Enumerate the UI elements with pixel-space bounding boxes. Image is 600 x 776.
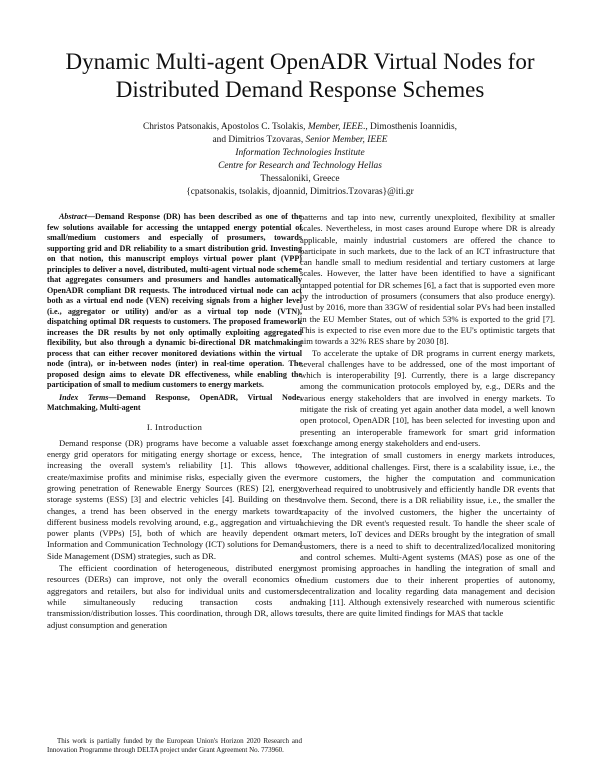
author-emails: {cpatsonakis, tsolakis, djoannid, Dimitrios.Tzovaras}@iti.gr [186, 187, 414, 197]
author-line-1 [60, 121, 540, 134]
paper-title: Dynamic Multi-agent OpenADR Virtual Nodes for Distributed Demand Response Schemes [65, 49, 535, 102]
right-column [300, 212, 555, 620]
author-names-1b: ., Dimosthenis Ioannidis, [363, 122, 458, 132]
intro-paragraph-4: The integration of small customers in energy markets introduces, however, additional challenges. First, there is a scalability issue, i.e., the more customers, the higher the computation and communication overhead required to unobtrusively and efficiently handle DR events that involve them. Second, there is a DR reliability issue, i.e., the smaller the capacity of the involved customers, the higher the uncertainty of achieving the DR event's requested result. To handle the sheer scale of smart meters, IoT devices and DERs brought by the integration of small customers, there is a need to shift to decentralized/localized monitoring and control schemes. Multi-Agent systems (MAS) pose as one of the most promising approaches in handling the integration of small and medium customers due to their inherent properties of autonomy, decentralization and locality regarding data management and decision making [11]. Although extensively researched with numerous scientific results, there are quite limited findings for MAS that tackle [300, 450, 555, 619]
affiliation-centre: Centre for Research and Technology Hellas [218, 161, 382, 171]
index-terms [47, 393, 302, 414]
section-heading-introduction: I. Introduction [146, 421, 203, 432]
intro-paragraph-3: To accelerate the uptake of DR programs in current energy markets, several challenges have to be addressed, one of the most important of which is interoperability [9]. Currently, there is a large discrepancy among the communication protocols employed by, e.g., DERs and the various energy stakeholders that are involved in energy markets. To mitigate the risk of creating yet again another data model, a well known open protocol, OpenADR [10], has been selected for investing upon and presenting an interoperable framework for smart grid information exchange among energy stakeholders and end-users. [300, 347, 555, 448]
author-block [60, 121, 540, 199]
author-names-2: and Dimitrios Tzovaras, [212, 135, 306, 145]
abstract-label: Abstract [59, 212, 87, 221]
author-names-1: Christos Patsonakis, Apostolos C. Tsolakis, [142, 122, 308, 132]
index-terms-label: Index Terms [59, 392, 109, 402]
funding-footnote: This work is partially funded by the European Union's Horizon 2020 Research and Innovation Programme through DELTA project under Grant Agreement No. 773960. [47, 737, 302, 754]
affiliation-institute: Information Technologies Institute [235, 148, 365, 158]
intro-paragraph-1: Demand response (DR) programs have become a valuable asset for energy grid operators for mitigating energy shortage or excess, hence, increasing the overall system's reliability [1]. This allows to create/maximise profits and minimise risks, especially given the ever-growing penetration of Renewable Energy Sources (RES) [2], energy storage systems (ESS) [3] and electric vehicles [4]. Building on these changes, a trend has been observed in the energy markets towards different business models revolving around, e.g., aggregation and virtual power plants (VPPs) [5], both of which are heavily dependent on Information and Communication Technology (ICT) solutions for Demand Side Management (DSM) strategies, such as DR. [47, 437, 302, 561]
affiliation-city: Thessaloniki, Greece [260, 174, 340, 184]
author-membership-1: Member, IEEE [307, 122, 363, 132]
intro-paragraph-2-continued: patterns and tap into new, currently unexploited, flexibility at smaller scales. Nevertheless, in most cases around Europe where DR is already applicable, mainly industrial customers are offered the chance to participate in such markets, due to the lack of an ICT infrastructure that can handle small to medium residential and tertiary customers at large scales. However, the latter have been identified to have a significant untapped potential for DR schemes [6], a fact that is supported even more by the introduction of prosumers (consumers that also produce energy). Just by 2016, more than 33GW of residential solar PVs had been installed in the EU Member States, out of which 53% is exported to the grid [7]. This is expected to rise even more due to the EU's optimistic targets that aim towards a 32% RES share by 2030 [8]. [300, 212, 555, 347]
abstract-text: —Demand Response (DR) has been described as one of the few solutions available for accessing the untapped energy potential of small/medium customers and especially of prosumers, towards supporting grid and DR reliability to a smart distribution grid. Investing on that notion, this manuscript employs virtual power plant (VPP) principles to deliver a novel, distributed, multi-agent virtual node scheme that aggregates consumers and prosumers and handles automatically OpenADR compliant DR requests. The introduced virtual node can act both as a virtual end node (VEN) receiving signals from a higher level (i.e., aggregator or utility) and/or as a virtual top node (VTN), dispatching optimal DR requests to customers. The proposed framework increases the DR results by not only optimally exploiting aggregated flexibility, but also through a dynamic bi-directional DR matchmaking process that can either recover monitored deviations within the virtual node (intra), or in-between nodes (inter) in real-time operation. The proposed design aims to elevate DR effectiveness, while enabling the participation of small to medium customers to energy markets. [47, 212, 302, 389]
index-terms-text: —Demand Response, OpenADR, Virtual Node, Matchmaking, Multi-agent [47, 392, 303, 412]
intro-paragraph-2: The efficient coordination of heterogeneous, distributed energy resources (DERs) can improve, not only the overall economics of aggregators and retailers, but also for individual units and customers, while simultaneously reducing transaction costs and transmission/distribution losses. This coordination, through DR, allows to adjust consumption and generation [47, 563, 302, 630]
author-line-2 [60, 134, 540, 147]
abstract [47, 212, 302, 391]
left-column [47, 212, 302, 631]
author-membership-2: Senior Member, IEEE [305, 135, 388, 145]
